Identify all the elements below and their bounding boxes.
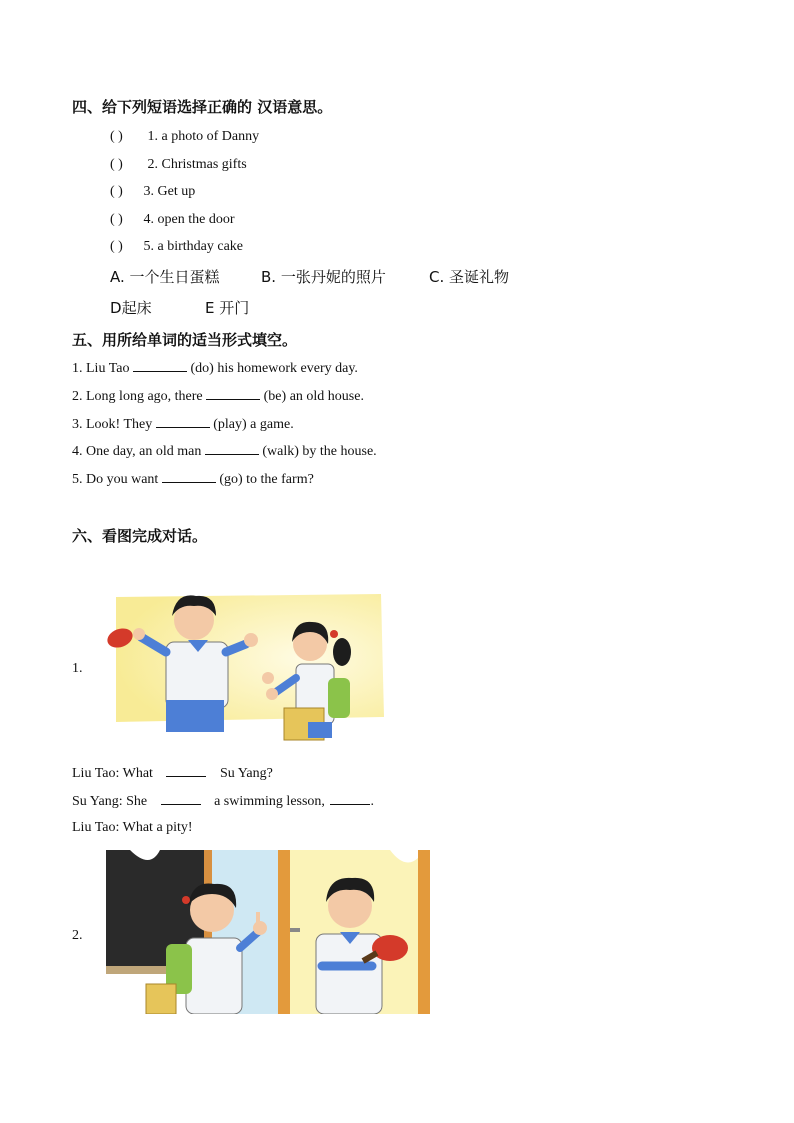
option-text: 起床 xyxy=(121,299,152,317)
sentence-end: to the farm? xyxy=(246,472,314,487)
fill-item-3 xyxy=(72,416,294,433)
sentence-end: an old house. xyxy=(289,389,364,404)
sentence-start: 1. Liu Tao xyxy=(72,361,130,376)
phrase-text: 5. a birthday cake xyxy=(143,239,244,254)
speaker-name: Su Yang: xyxy=(72,794,123,809)
answer-blank[interactable] xyxy=(156,416,210,428)
dialogue-line-3 xyxy=(72,820,193,836)
matching-item-1 xyxy=(110,129,259,145)
sentence-start: 2. Long long ago, there xyxy=(72,389,203,404)
dialogue-text: What a pity! xyxy=(122,820,193,835)
matching-item-2 xyxy=(110,157,247,173)
answer-paren[interactable]: ( ) xyxy=(110,184,123,199)
section-4-title: 四、给下列短语选择正确的 汉语意思。 xyxy=(72,98,333,116)
answer-blank[interactable] xyxy=(166,765,206,777)
option-letter: D xyxy=(110,299,122,317)
answer-blank[interactable] xyxy=(205,443,259,455)
sentence-start: 4. One day, an old man xyxy=(72,444,202,459)
phrase-text: 1. a photo of Danny xyxy=(147,129,260,144)
answer-blank[interactable] xyxy=(161,793,201,805)
matching-item-5 xyxy=(110,239,243,255)
dialogue-text: . xyxy=(370,794,374,809)
answer-paren[interactable]: ( ) xyxy=(110,157,123,172)
option-c xyxy=(429,266,509,287)
answer-paren[interactable]: ( ) xyxy=(110,129,123,144)
option-letter: A. xyxy=(110,268,125,286)
picture-1-number: 1. xyxy=(72,661,83,676)
dialogue-line-1 xyxy=(72,765,273,782)
option-d xyxy=(110,297,152,318)
option-e xyxy=(205,297,249,318)
picture-2-number: 2. xyxy=(72,928,83,943)
word-hint: (walk) xyxy=(262,444,299,459)
fill-item-4 xyxy=(72,443,377,460)
sentence-end: a game. xyxy=(250,417,294,432)
dialogue-text: She xyxy=(126,794,148,809)
dialogue-text: a swimming lesson, xyxy=(214,794,325,809)
dialogue-text: Su Yang? xyxy=(219,766,273,781)
picture-2-illustration xyxy=(100,848,436,1014)
option-text: 一个生日蛋糕 xyxy=(129,268,220,286)
option-a xyxy=(110,266,220,287)
word-hint: (go) xyxy=(219,472,243,487)
answer-paren[interactable]: ( ) xyxy=(110,239,123,254)
answer-blank[interactable] xyxy=(206,388,260,400)
answer-blank[interactable] xyxy=(133,360,187,372)
option-letter: E xyxy=(205,299,215,317)
option-text: 一张丹妮的照片 xyxy=(280,268,386,286)
option-text: 圣诞礼物 xyxy=(449,268,510,286)
section-5-title: 五、用所给单词的适当形式填空。 xyxy=(72,331,298,349)
fill-item-2 xyxy=(72,388,364,405)
answer-paren[interactable]: ( ) xyxy=(110,212,123,227)
sentence-start: 3. Look! They xyxy=(72,417,153,432)
section-6-title: 六、看图完成对话。 xyxy=(72,527,208,545)
phrase-text: 3. Get up xyxy=(143,184,196,199)
sentence-start: 5. Do you want xyxy=(72,472,159,487)
word-hint: (play) xyxy=(213,417,247,432)
dialogue-text: What xyxy=(122,766,153,781)
option-b xyxy=(261,266,386,287)
phrase-text: 2. Christmas gifts xyxy=(147,157,247,172)
fill-item-1 xyxy=(72,360,358,377)
answer-blank[interactable] xyxy=(330,793,370,805)
speaker-name: Liu Tao: xyxy=(72,766,120,781)
picture-1-illustration xyxy=(96,582,388,744)
option-letter: C. xyxy=(429,268,445,286)
word-hint: (do) xyxy=(190,361,214,376)
fill-item-5 xyxy=(72,471,314,488)
sentence-end: his homework every day. xyxy=(217,361,358,376)
option-letter: B. xyxy=(261,268,277,286)
matching-item-4 xyxy=(110,212,234,228)
dialogue-line-2 xyxy=(72,793,374,810)
sentence-end: by the house. xyxy=(302,444,377,459)
speaker-name: Liu Tao: xyxy=(72,820,120,835)
word-hint: (be) xyxy=(263,389,287,404)
phrase-text: 4. open the door xyxy=(143,212,235,227)
option-text: 开门 xyxy=(219,299,250,317)
matching-item-3 xyxy=(110,184,195,200)
answer-blank[interactable] xyxy=(162,471,216,483)
